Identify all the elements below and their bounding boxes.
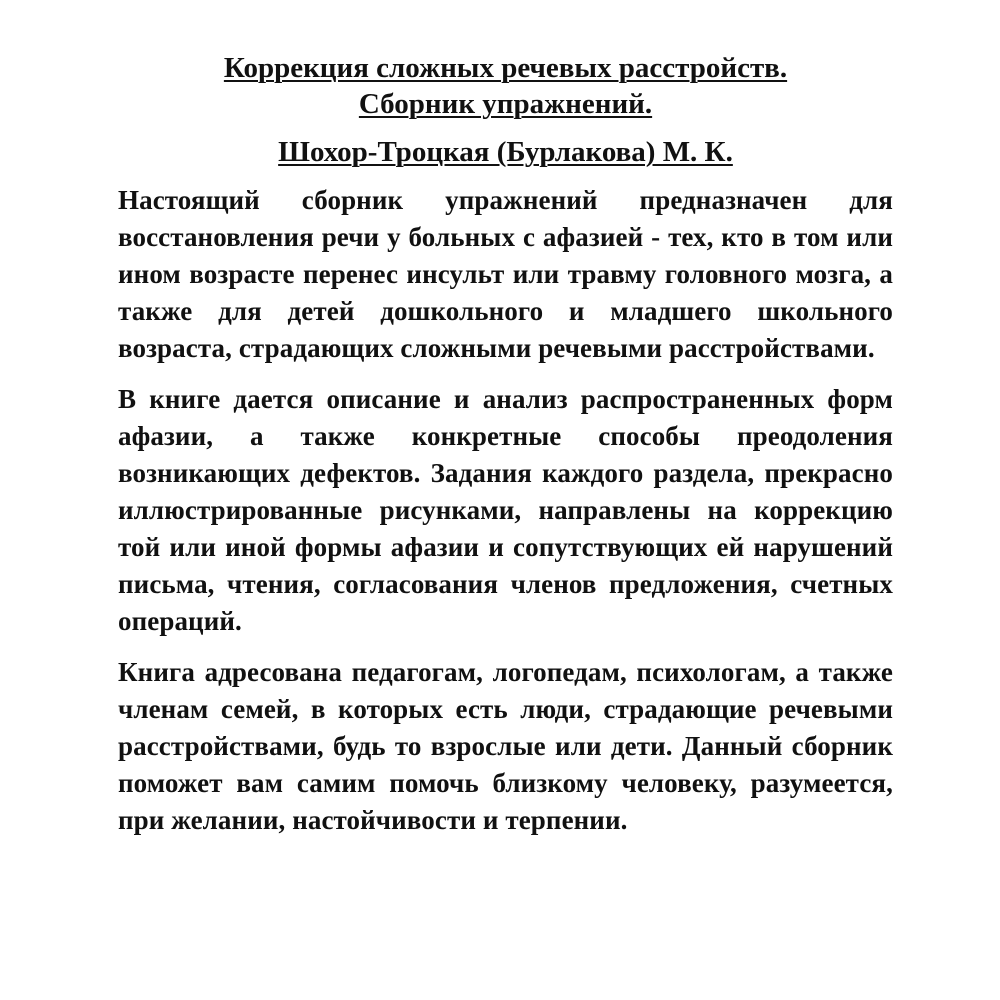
author-text: Шохор-Троцкая (Бурлакова) М. К. (278, 136, 733, 168)
title-line-1-text: Коррекция сложных речевых расстройств. (223, 52, 788, 84)
document-page (118, 50, 893, 839)
title-line-2 (118, 86, 893, 122)
title-line-1 (118, 50, 893, 86)
paragraph-content: В книге дается описание и анализ распространенных форм афазии, а также конкретные способы преодоления возникающих дефектов. Задания каждого раздела, прекрасно иллюстрированные рисунками, направлены на коррекцию той или иной формы афазии и сопутствующих ей нарушений письма, чтения, согласования членов предложения, счетных операций. (118, 384, 893, 636)
paragraph-audience: Книга адресована педагогам, логопедам, психологам, а также членам семей, в которых есть люди, страдающие речевыми расстройствами, будь то взрослые или дети. Данный сборник поможет вам самим помочь близкому человеку, разумеется, при желании, настойчивости и терпении. (118, 657, 893, 835)
title-line-2-text: Сборник упражнений. (358, 88, 653, 120)
author-line (118, 134, 893, 170)
paragraph-intro: Настоящий сборник упражнений предназначен для восстановления речи у больных с афазией - тех, кто в том или ином возрасте перенес инсульт или травму головного мозга, а также для детей дошкольного и младшего школьного возраста, страдающих сложными речевыми расстройствами. (118, 185, 893, 363)
